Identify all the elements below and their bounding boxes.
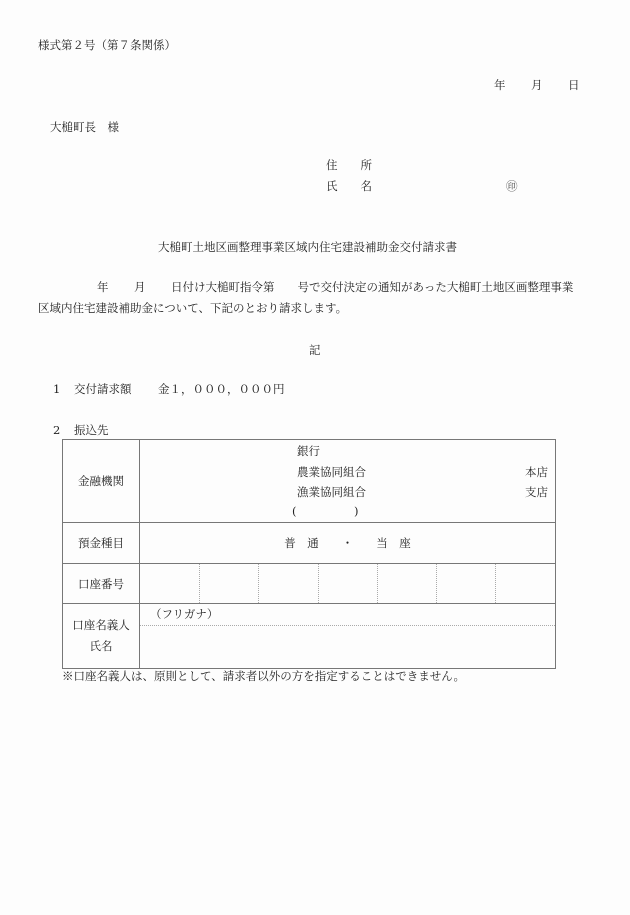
item2-label: 振込先	[74, 423, 109, 437]
deposit-type-field[interactable]: 普 通 ・ 当 座	[140, 523, 556, 564]
digit-divider	[377, 564, 378, 603]
address-label: 住 所	[326, 158, 372, 172]
ki-heading: 記	[309, 343, 321, 357]
digit-divider	[258, 564, 259, 603]
body-month: 月	[134, 280, 146, 294]
item1-number: 1	[53, 382, 61, 396]
digit-divider	[318, 564, 319, 603]
option-branch[interactable]: 支店	[525, 485, 548, 499]
body-year: 年	[97, 280, 109, 294]
name-label: 氏 名	[326, 179, 372, 193]
financial-institution-label: 金融機関	[63, 440, 140, 523]
digit-divider	[436, 564, 437, 603]
account-holder-note: ※口座名義人は、原則として、請求者以外の方を指定することはできません。	[62, 669, 465, 683]
option-fish-coop[interactable]: 漁業協同組合	[297, 485, 366, 499]
deposit-type-label: 預金種目	[63, 523, 140, 564]
option-bank[interactable]: 銀行	[297, 444, 320, 458]
account-holder-field[interactable]	[140, 604, 556, 669]
furigana-label: （フリガナ）	[150, 607, 219, 621]
row-financial-institution	[63, 440, 556, 523]
account-holder-label-line2: 氏名	[89, 639, 113, 653]
row-account-number	[63, 564, 556, 604]
document-title: 大槌町土地区画整理事業区域内住宅建設補助金交付請求書	[158, 240, 457, 254]
option-head-office[interactable]: 本店	[525, 465, 548, 479]
seal-icon: ㊞	[506, 179, 518, 193]
account-number-field[interactable]	[140, 564, 556, 604]
item2-number: 2	[53, 423, 61, 437]
digit-divider	[199, 564, 200, 603]
digit-divider	[495, 564, 496, 603]
furigana-divider	[140, 625, 555, 626]
item1-amount: 金１，０００，０００円	[158, 382, 285, 396]
item1-label: 交付請求額	[74, 382, 132, 396]
row-deposit-type	[63, 523, 556, 564]
date-year-label: 年	[494, 78, 506, 92]
addressee: 大槌町長 様	[50, 120, 119, 134]
date-month-label: 月	[531, 78, 543, 92]
row-account-holder	[63, 604, 556, 669]
body-line1: 日付け大槌町指令第 号で交付決定の通知があった大槌町土地区画整理事業	[171, 280, 574, 294]
form-number: 様式第２号（第７条関係）	[38, 38, 176, 52]
option-other[interactable]: ( )	[292, 504, 359, 518]
option-agri-coop[interactable]: 農業協同組合	[297, 465, 366, 479]
transfer-destination-table	[62, 439, 556, 669]
account-holder-label-line1: 口座名義人	[72, 618, 130, 632]
account-holder-label	[63, 604, 140, 669]
body-line2: 区域内住宅建設補助金について、下記のとおり請求します。	[38, 301, 348, 315]
date-day-label: 日	[568, 78, 580, 92]
financial-institution-field[interactable]	[140, 440, 556, 523]
account-number-label: 口座番号	[63, 564, 140, 604]
